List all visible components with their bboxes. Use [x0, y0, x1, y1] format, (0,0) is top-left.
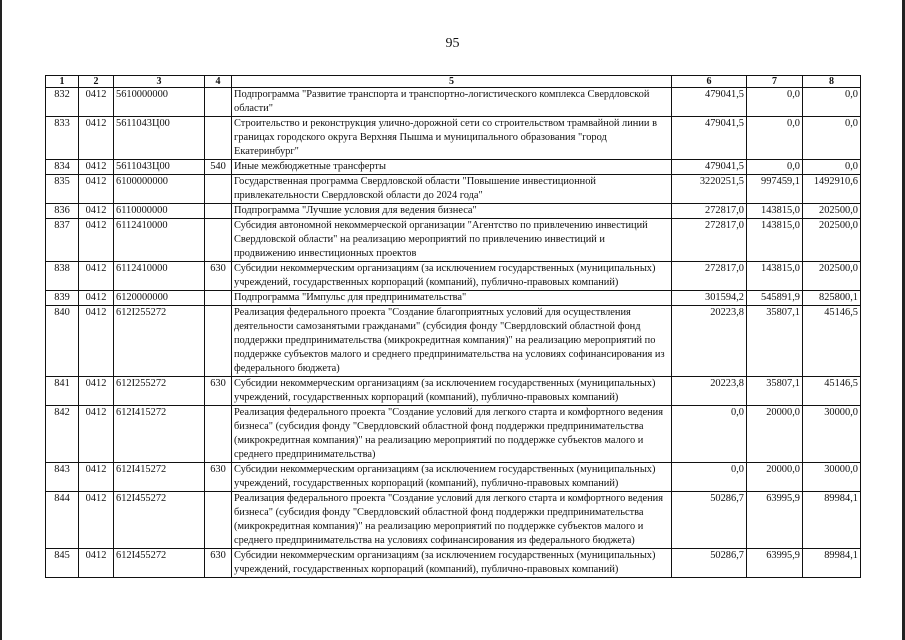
item-name: Реализация федерального проекта "Создание условий для легкого старта и комфортного ведения бизнеса" (субсидия фонду "Свердловский областной фонд поддержки предпринимательства (микрокредитная компания)" на реализацию мероприятий по поддержке субъектов малого и среднего предпринимательства)	[232, 406, 672, 463]
amount-col-6: 272817,0	[672, 204, 747, 219]
target-article-code: 6100000000	[114, 175, 205, 204]
row-number: 834	[46, 160, 79, 175]
row-number: 832	[46, 88, 79, 117]
target-article-code: 6112410000	[114, 219, 205, 262]
expense-type-code	[205, 117, 232, 160]
section-code: 0412	[79, 291, 114, 306]
row-number: 836	[46, 204, 79, 219]
target-article-code: 612I415272	[114, 406, 205, 463]
row-number: 844	[46, 492, 79, 549]
row-number: 835	[46, 175, 79, 204]
row-number: 843	[46, 463, 79, 492]
table-row	[46, 377, 861, 406]
table-row	[46, 463, 861, 492]
amount-col-7: 0,0	[747, 160, 803, 175]
table-row	[46, 88, 861, 117]
section-code: 0412	[79, 406, 114, 463]
amount-col-7: 35807,1	[747, 377, 803, 406]
row-number: 839	[46, 291, 79, 306]
row-number: 840	[46, 306, 79, 377]
row-number: 837	[46, 219, 79, 262]
section-code: 0412	[79, 463, 114, 492]
header-col-5: 5	[232, 76, 672, 88]
section-code: 0412	[79, 160, 114, 175]
page-number: 95	[445, 36, 460, 51]
amount-col-6: 3220251,5	[672, 175, 747, 204]
expense-type-code	[205, 406, 232, 463]
expense-type-code: 630	[205, 549, 232, 578]
amount-col-8: 1492910,6	[803, 175, 861, 204]
table-row	[46, 262, 861, 291]
expense-type-code	[205, 175, 232, 204]
item-name: Подпрограмма "Лучшие условия для ведения бизнеса"	[232, 204, 672, 219]
section-code: 0412	[79, 204, 114, 219]
amount-col-8: 0,0	[803, 117, 861, 160]
amount-col-6: 0,0	[672, 463, 747, 492]
item-name: Иные межбюджетные трансферты	[232, 160, 672, 175]
expense-type-code	[205, 291, 232, 306]
header-col-8: 8	[803, 76, 861, 88]
amount-col-6: 301594,2	[672, 291, 747, 306]
amount-col-8: 89984,1	[803, 549, 861, 578]
expense-type-code: 630	[205, 463, 232, 492]
section-code: 0412	[79, 549, 114, 578]
amount-col-6: 479041,5	[672, 88, 747, 117]
amount-col-8: 202500,0	[803, 204, 861, 219]
table-row	[46, 204, 861, 219]
section-code: 0412	[79, 262, 114, 291]
scan-border-left	[0, 0, 2, 640]
row-number: 833	[46, 117, 79, 160]
target-article-code: 6120000000	[114, 291, 205, 306]
item-name: Субсидии некоммерческим организациям (за исключением государственных (муниципальных) учреждений, государственных корпораций (компаний), публично-правовых компаний)	[232, 463, 672, 492]
target-article-code: 612I455272	[114, 492, 205, 549]
section-code: 0412	[79, 492, 114, 549]
table-row	[46, 160, 861, 175]
section-code: 0412	[79, 219, 114, 262]
target-article-code: 612I415272	[114, 463, 205, 492]
amount-col-6: 479041,5	[672, 117, 747, 160]
amount-col-8: 89984,1	[803, 492, 861, 549]
amount-col-7: 143815,0	[747, 204, 803, 219]
amount-col-7: 20000,0	[747, 463, 803, 492]
row-number: 841	[46, 377, 79, 406]
target-article-code: 5610000000	[114, 88, 205, 117]
amount-col-7: 545891,9	[747, 291, 803, 306]
amount-col-8: 0,0	[803, 160, 861, 175]
amount-col-6: 272817,0	[672, 219, 747, 262]
row-number: 842	[46, 406, 79, 463]
item-name: Субсидии некоммерческим организациям (за исключением государственных (муниципальных) учреждений, государственных корпораций (компаний), публично-правовых компаний)	[232, 377, 672, 406]
header-col-3: 3	[114, 76, 205, 88]
amount-col-8: 30000,0	[803, 406, 861, 463]
section-code: 0412	[79, 377, 114, 406]
header-col-6: 6	[672, 76, 747, 88]
target-article-code: 5611043Ц00	[114, 160, 205, 175]
section-code: 0412	[79, 175, 114, 204]
table-row	[46, 175, 861, 204]
amount-col-8: 825800,1	[803, 291, 861, 306]
amount-col-7: 35807,1	[747, 306, 803, 377]
item-name: Реализация федерального проекта "Создание благоприятных условий для осуществления деятельности самозанятыми гражданами" (субсидия фонду "Свердловский областной фонд поддержки предпринимательства (микрокредитная компания)" на реализацию мероприятий по поддержке субъектов малого и среднего предпринимательства на условиях софинансирования из федерального бюджета)	[232, 306, 672, 377]
amount-col-8: 45146,5	[803, 377, 861, 406]
header-col-4: 4	[205, 76, 232, 88]
table-row	[46, 117, 861, 160]
amount-col-6: 50286,7	[672, 549, 747, 578]
amount-col-7: 63995,9	[747, 492, 803, 549]
item-name: Государственная программа Свердловской области "Повышение инвестиционной привлекательности Свердловской области до 2024 года"	[232, 175, 672, 204]
section-code: 0412	[79, 306, 114, 377]
item-name: Реализация федерального проекта "Создание условий для легкого старта и комфортного ведения бизнеса" (субсидия фонду "Свердловский областной фонд поддержки предпринимательства (микрокредитная компания)" на реализацию мероприятий по поддержке субъектов малого и среднего предпринимательства на условиях софинансирования из федерального бюджета)	[232, 492, 672, 549]
amount-col-8: 45146,5	[803, 306, 861, 377]
item-name: Подпрограмма "Импульс для предпринимательства"	[232, 291, 672, 306]
item-name: Субсидии некоммерческим организациям (за исключением государственных (муниципальных) учреждений, государственных корпораций (компаний), публично-правовых компаний)	[232, 262, 672, 291]
amount-col-8: 30000,0	[803, 463, 861, 492]
target-article-code: 612I455272	[114, 549, 205, 578]
target-article-code: 6112410000	[114, 262, 205, 291]
item-name: Субсидии некоммерческим организациям (за исключением государственных (муниципальных) учреждений, государственных корпораций (компаний), публично-правовых компаний)	[232, 549, 672, 578]
header-col-7: 7	[747, 76, 803, 88]
budget-table	[45, 75, 861, 578]
amount-col-6: 20223,8	[672, 306, 747, 377]
table-row	[46, 492, 861, 549]
target-article-code: 612I255272	[114, 306, 205, 377]
amount-col-7: 63995,9	[747, 549, 803, 578]
table-row	[46, 406, 861, 463]
amount-col-6: 50286,7	[672, 492, 747, 549]
expense-type-code	[205, 88, 232, 117]
table-header-row	[46, 76, 861, 88]
section-code: 0412	[79, 88, 114, 117]
target-article-code: 612I255272	[114, 377, 205, 406]
row-number: 845	[46, 549, 79, 578]
expense-type-code	[205, 219, 232, 262]
item-name: Строительство и реконструкция улично-дорожной сети со строительством трамвайной линии в границах городского округа Верхняя Пышма и муниципального образования "город Екатеринбург"	[232, 117, 672, 160]
amount-col-7: 143815,0	[747, 219, 803, 262]
amount-col-6: 20223,8	[672, 377, 747, 406]
amount-col-6: 0,0	[672, 406, 747, 463]
item-name: Субсидия автономной некоммерческой организации "Агентство по привлечению инвестиций Свердловской области" на реализацию мероприятий по привлечению инвестиций и продвижению инвестиционных проектов	[232, 219, 672, 262]
expense-type-code: 630	[205, 377, 232, 406]
amount-col-8: 202500,0	[803, 219, 861, 262]
amount-col-6: 479041,5	[672, 160, 747, 175]
amount-col-8: 0,0	[803, 88, 861, 117]
table-row	[46, 291, 861, 306]
table-row	[46, 219, 861, 262]
amount-col-7: 20000,0	[747, 406, 803, 463]
target-article-code: 6110000000	[114, 204, 205, 219]
table-row	[46, 549, 861, 578]
amount-col-7: 0,0	[747, 117, 803, 160]
section-code: 0412	[79, 117, 114, 160]
expense-type-code: 630	[205, 262, 232, 291]
expense-type-code: 540	[205, 160, 232, 175]
expense-type-code	[205, 492, 232, 549]
item-name: Подпрограмма "Развитие транспорта и транспортно-логистического комплекса Свердловской области"	[232, 88, 672, 117]
amount-col-7: 997459,1	[747, 175, 803, 204]
row-number: 838	[46, 262, 79, 291]
target-article-code: 5611043Ц00	[114, 117, 205, 160]
header-col-2: 2	[79, 76, 114, 88]
expense-type-code	[205, 204, 232, 219]
amount-col-7: 143815,0	[747, 262, 803, 291]
table-row	[46, 306, 861, 377]
expense-type-code	[205, 306, 232, 377]
amount-col-8: 202500,0	[803, 262, 861, 291]
amount-col-7: 0,0	[747, 88, 803, 117]
header-col-1: 1	[46, 76, 79, 88]
amount-col-6: 272817,0	[672, 262, 747, 291]
